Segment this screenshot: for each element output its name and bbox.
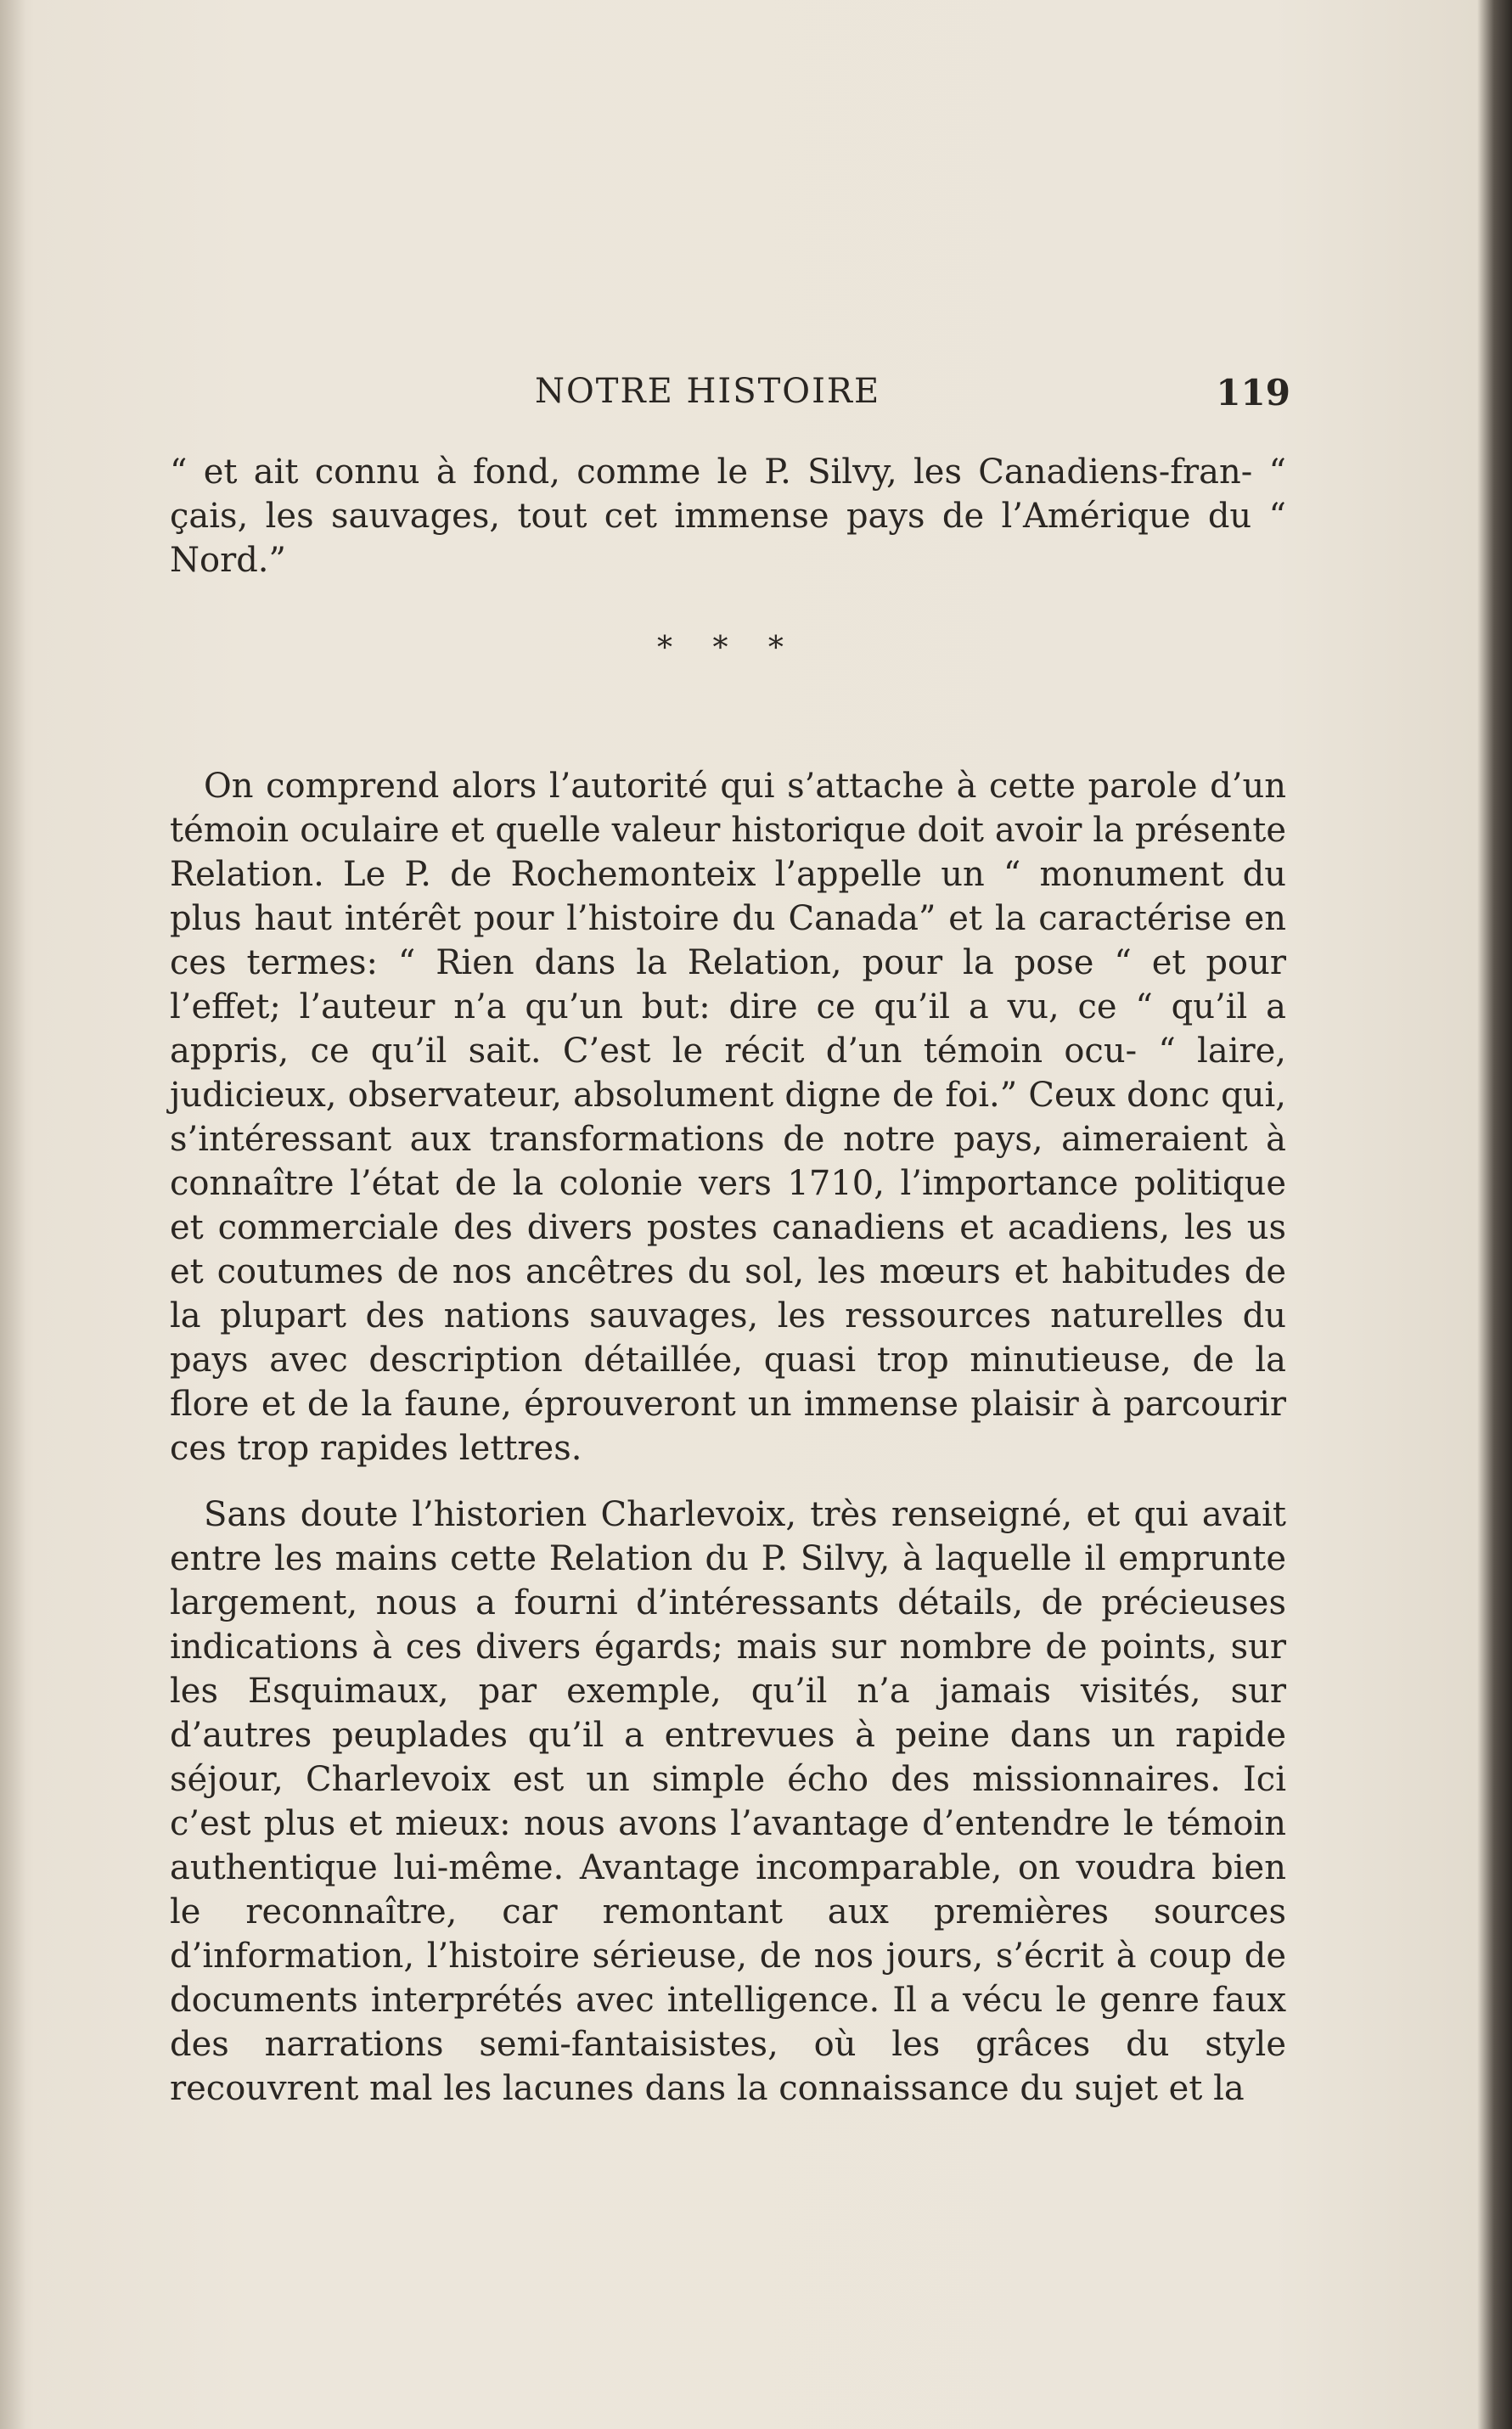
gutter-shadow (0, 0, 25, 2429)
paragraph-1: On comprend alors l’autorité qui s’attache à cette parole d’un témoin oculaire et quelle valeur historique doit avoir la présente Relation. Le P. de Rochemonteix l’appelle un “ monument du plus haut intérêt pour l’histoire du Canada” et la caractérise en ces termes: “ Rien dans la Relation, pour la pose “ et pour l’effet; l’auteur n’a qu’un but: dire ce qu’il a vu, ce “ qu’il a appris, ce qu’il sait. C’est le récit d’un témoin ocu- “ laire, judicieux, observateur, absolument digne de foi.” Ceux donc qui, s’intéressant aux transformations de notre pays, aimeraient à connaître l’état de la colonie vers 1710, l’importance politique et commerciale des divers postes canadiens et acadiens, les us et coutumes de nos ancêtres du sol, les mœurs et habitudes de la plupart des nations sauvages, les ressources naturelles du pays avec description détaillée, quasi trop minutieuse, de la flore et de la faune, éprouveront un immense plaisir à parcourir ces trop rapides lettres. (170, 767, 1286, 1468)
running-head (535, 372, 1299, 423)
page-number: 119 (1216, 372, 1290, 413)
quote-continuation: “ et ait connu à fond, comme le P. Silvy, les Canadiens-fran- “ çais, les sauvages, tout cet immense pays de l’Amérique du “ Nord.” (170, 453, 1286, 580)
section-break: * * * (657, 631, 799, 666)
paragraph-2: Sans doute l’historien Charlevoix, très renseigné, et qui avait entre les mains cette Relation du P. Silvy, à laquelle il emprunte largement, nous a fourni d’intéressants détails, de précieuses indications à ces divers égards; mais sur nombre de points, sur les Esquimaux, par exemple, qu’il n’a jamais visités, sur d’autres peuplades qu’il a entrevues à peine dans un rapide séjour, Charlevoix est un simple écho des missionnaires. Ici c’est plus et mieux: nous avons l’avantage d’entendre le témoin authentique lui-même. Avantage incomparable, on voudra bien le reconnaître, car remontant aux premières sources d’information, l’histoire sérieuse, de nos jours, s’écrit à coup de documents interprétés avec intelligence. Il a vécu le genre faux des narrations semi-fantaisistes, où les grâces du style recouvrent mal les lacunes dans la connaissance du sujet et la (170, 1495, 1286, 2108)
text-block (170, 450, 1286, 2133)
running-title: NOTRE HISTOIRE (535, 372, 881, 411)
